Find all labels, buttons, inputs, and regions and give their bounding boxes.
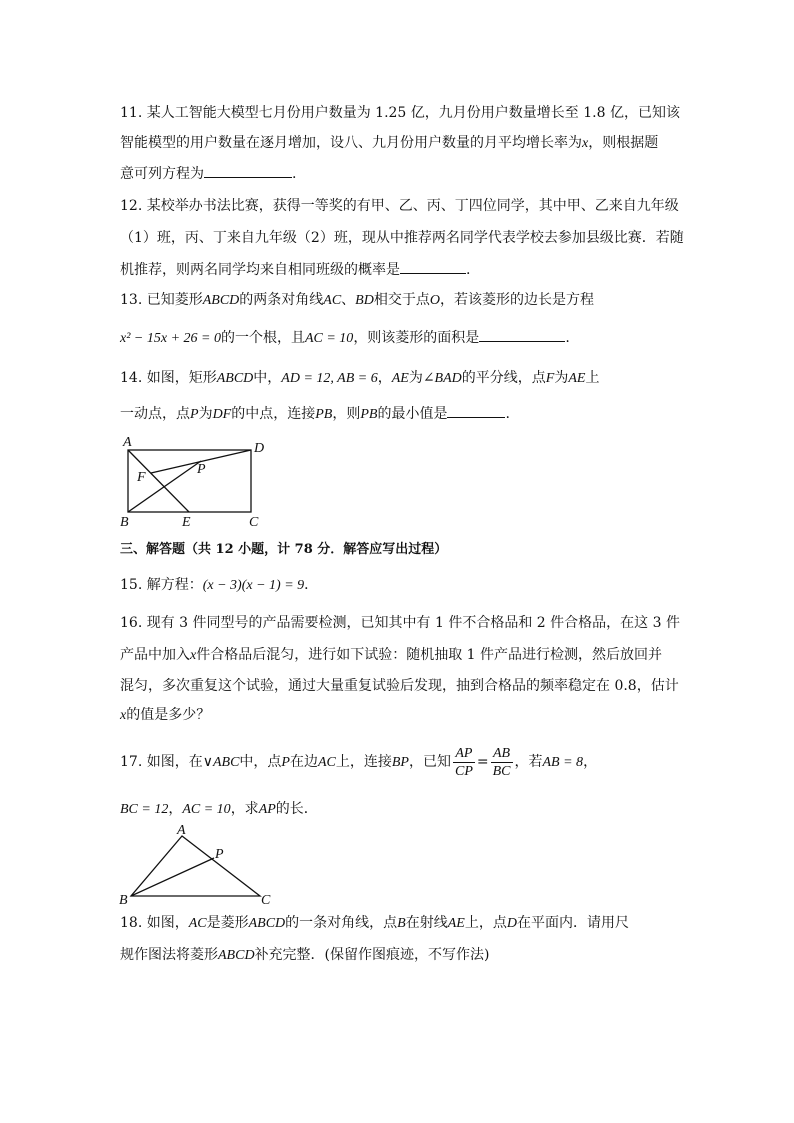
label-c: C xyxy=(249,515,259,530)
q11-line-2: 智能模型的用户数量在逐月增加，设八、九月份用户数量的月平均增长率为x，则根据题 xyxy=(120,135,659,151)
q17-line-1: 17. 如图，在∨ABC中，点P在边AC上，连接BP，已知 $\frac{AP}{CP}$ = $\frac{AB}{BC}$ ，若AB = 8， xyxy=(120,745,598,779)
q11-line-3: 意可列方程为 . xyxy=(120,166,297,182)
q12-line-3: 机推荐，则两名同学均来自相同班级的概率是 . xyxy=(120,262,471,278)
label-e: E xyxy=(182,515,191,530)
q18-line-2: 规作图法将菱形ABCD补充完整．(保留作图痕迹，不写作法) xyxy=(120,947,490,963)
label-d: D xyxy=(254,441,265,456)
label-c: C xyxy=(261,893,271,908)
rectangle-abcd xyxy=(128,450,251,512)
q16-line-4: x的值是多少？ xyxy=(120,707,211,723)
q16-line-3: 混匀，多次重复这个试验，通过大量重复试验后发现，抽到合格品的频率稳定在 0.8，估计 xyxy=(120,678,679,694)
q15-line-1: 15. 解方程：(x − 3)(x − 1) = 9． xyxy=(120,577,319,593)
answer-blank[interactable] xyxy=(400,260,466,274)
q18-line-1: 18. 如图，AC是菱形ABCD的一条对角线，点B在射线AE上，点D在平面内．请用尺 xyxy=(120,915,629,931)
answer-blank[interactable] xyxy=(479,328,565,342)
label-p: P xyxy=(215,847,224,862)
q12-line-2: （1）班，丙、丁来自九年级（2）班，现从中推荐两名同学代表学校去参加县级比赛．若随 xyxy=(120,230,684,246)
section-heading: 三、解答题（共 12 小题，计 78 分．解答应写出过程） xyxy=(120,542,448,557)
fraction-ab-bc: $\frac{AB}{BC}$ xyxy=(492,745,511,779)
label-a: A xyxy=(123,436,132,450)
q11-line-1: 11. 某人工智能大模型七月份用户数量为 1.25 亿，九月份用户数量增长至 1.8 亿，已知该 xyxy=(120,105,680,121)
q17-triangle-figure xyxy=(115,822,275,908)
answer-blank[interactable] xyxy=(204,164,292,178)
label-b: B xyxy=(120,515,129,530)
q17-line-2: BC = 12，AC = 10，求AP的长． xyxy=(120,801,318,817)
label-f: F xyxy=(137,470,146,485)
q16-line-2: 产品中加入x件合格品后混匀，进行如下试验：随机抽取 1 件产品进行检测，然后放回并 xyxy=(120,647,663,663)
segment-bp xyxy=(128,461,201,512)
label-b: B xyxy=(119,893,128,908)
answer-blank[interactable] xyxy=(447,404,505,418)
label-p: P xyxy=(197,462,206,477)
q12-line-1: 12. 某校举办书法比赛，获得一等奖的有甲、乙、丙、丁四位同学，其中甲、乙来自九年级 xyxy=(120,198,679,214)
q16-line-1: 16. 现有 3 件同型号的产品需要检测，已知其中有 1 件不合格品和 2 件合格品，在这 3 件 xyxy=(120,615,680,631)
q13-line-2: x² − 15x + 26 = 0的一个根，且AC = 10，则该菱形的面积是 . xyxy=(120,330,570,346)
q14-line-2: 一动点，点P为DF的中点，连接PB，则PB的最小值是 . xyxy=(120,406,510,422)
fraction-ap-cp: $\frac{AP}{CP}$ xyxy=(454,745,473,779)
segment-bp xyxy=(131,858,214,896)
q14-rectangle-figure xyxy=(115,436,275,530)
label-a: A xyxy=(177,823,186,838)
q13-line-1: 13. 已知菱形ABCD的两条对角线AC、BD相交于点O，若该菱形的边长是方程 xyxy=(120,292,594,308)
q14-line-1: 14. 如图，矩形ABCD中，AD = 12, AB = 6，AE为∠BAD的平分线，点F为AE上 xyxy=(120,370,600,386)
